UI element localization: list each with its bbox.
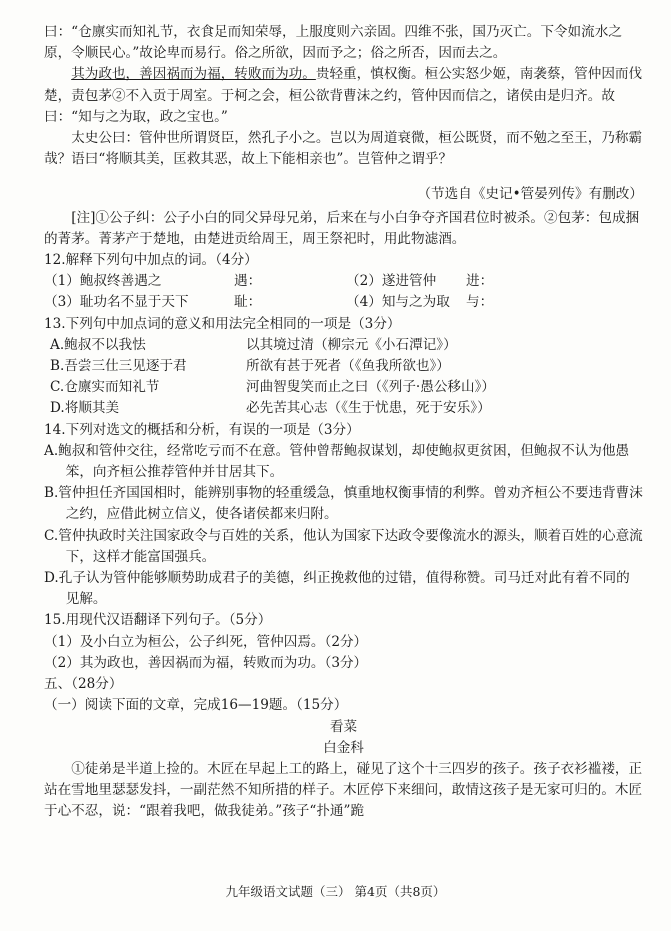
question-12-stem: 12.解释下列句中加点的词。（4分）: [44, 252, 258, 269]
q13-option-b-right: 所欲有甚于死者（《鱼我所欲也》）: [246, 358, 450, 375]
q12-word-3: 耻：: [234, 294, 262, 311]
passage-paragraph-3: 太史公曰：管仲世所谓贤臣，然孔子小之。岂以为周道衰微，桓公既贤，而不勉之至王，乃称霸哉？语曰“将顺其美，匡救其恶，故上下能相亲也”。岂管仲之谓乎？: [44, 130, 643, 168]
q14-option-c: C.管仲执政时关注国家政令与百姓的关系，他认为国家下达政令要像流水的源头，顺着百姓的心意流下，这样才能富国强兵。: [44, 527, 643, 565]
q12-item-3: （3）耻功名不显于天下: [44, 294, 189, 311]
q13-option-d-right: 必先苦其心志（《生于忧患，死于安乐》）: [246, 400, 491, 417]
article-title: 看菜: [329, 718, 358, 735]
underlined-sentence: 其为政也，善因祸而为福，转败而为功。: [71, 66, 316, 83]
q15-item-2: （2）其为政也，善因祸而为福，转败而为功。（3分）: [44, 654, 368, 671]
passage-paragraph-2-rest: 贵轻重，慎权衡。桓公实怒少姬，南袭蔡，管仲因而伐楚，责包茅②不入贡于周室。于柯之会，桓公欲背曹沫之约，管仲因而信之，诸侯由是归齐。故曰：“知与之为取，政之宝也。”: [44, 66, 643, 125]
q14-option-b: B.管仲担任齐国国相时，能辨别事物的轻重缓急，慎重地权衡事情的利弊。曾劝齐桓公不要违背曹沫之约，应借此树立信义，使各诸侯都来归附。: [44, 485, 643, 523]
q12-item-4: （4）知与之为取: [346, 294, 450, 311]
q12-word-4: 与：: [466, 294, 494, 311]
q13-option-c: [44, 377, 643, 398]
q13-option-a-left: A.鲍叔不以我怯: [50, 336, 146, 353]
q13-option-b: [44, 356, 643, 377]
passage-source: （节选自《史记•管晏列传》有删改）: [417, 186, 643, 203]
q14-option-d: D.孔子认为管仲能够顺势助成君子的美德，纠正挽救他的过错，值得称赞。司马迁对此有着不同的见解。: [44, 570, 630, 608]
q14-option-a: A.鲍叔和管仲交往，经常吃亏而不在意。管仲曾帮鲍叔谋划，却使鲍叔更贫困，但鲍叔不认为他愚笨，向齐桓公推荐管仲并甘居其下。: [44, 442, 630, 481]
question-14-stem: 14.下列对选文的概括和分析，有误的一项是（3分）: [44, 421, 360, 438]
q12-item-2: （2）遂进管仲: [346, 273, 437, 290]
passage-paragraph-2: [44, 64, 643, 128]
question-15-stem: 15.用现代汉语翻译下列句子。（5分）: [44, 612, 272, 629]
q13-option-a: [44, 335, 643, 356]
question-12-row-1: [44, 271, 643, 292]
page-footer: 九年级语文试题（三） 第4页（共8页）: [225, 883, 446, 899]
q13-option-d-left: D.将顺其美: [50, 400, 120, 417]
section-5-heading: 五、（28分）: [44, 676, 123, 693]
article-author: 白金科: [323, 739, 364, 756]
q12-item-1: （1）鲍叔终善遇之: [44, 273, 162, 290]
q13-option-d: [44, 398, 643, 419]
q12-word-1: 遇：: [234, 273, 262, 290]
q13-option-c-left: C.仓廪实而知礼节: [50, 379, 160, 396]
q12-word-2: 进：: [466, 273, 494, 290]
article-paragraph-1: ①徒弟是半道上捡的。木匠在早起上工的路上，碰见了这个十三四岁的孩子。孩子衣衫褴褛，正站在雪地里瑟瑟发抖，一副茫然不知所措的样子。木匠停下来细问，敢情这孩子是无家可归的。木匠于心不忍，说：“跟着我吧，做我徒弟。”孩子“扑通”跪: [44, 760, 643, 820]
q13-option-b-left: B.吾尝三仕三见逐于君: [50, 358, 187, 375]
q13-option-c-right: 河曲智叟笑而止之曰（《列子·愚公移山》）: [246, 379, 496, 396]
question-13-stem: 13.下列句中加点词的意义和用法完全相同的一项是（3分）: [44, 315, 401, 332]
question-12-row-2: [44, 292, 643, 313]
passage-paragraph-1: 曰：“仓廪实而知礼节，衣食足而知荣辱，上服度则六亲固。四维不张，国乃灭亡。下令如流水之原，令顺民心。”故论卑而易行。俗之所欲，因而予之；俗之所否，因而去之。: [44, 24, 622, 62]
q15-item-1: （1）及小白立为桓公，公子纠死，管仲囚焉。（2分）: [44, 633, 368, 650]
q13-option-a-right: 以其境过清（柳宗元《小石潭记》）: [246, 336, 457, 353]
section-5-subheading: （一）阅读下面的文章，完成16—19题。（15分）: [44, 697, 348, 714]
annotation-note: [注]①公子纠：公子小白的同父异母兄弟，后来在与小白争夺齐国君位时被杀。②包茅：包成捆的菁茅。菁茅产于楚地，由楚进贡给周王，周王祭祀时，用此物滤酒。: [44, 209, 640, 247]
